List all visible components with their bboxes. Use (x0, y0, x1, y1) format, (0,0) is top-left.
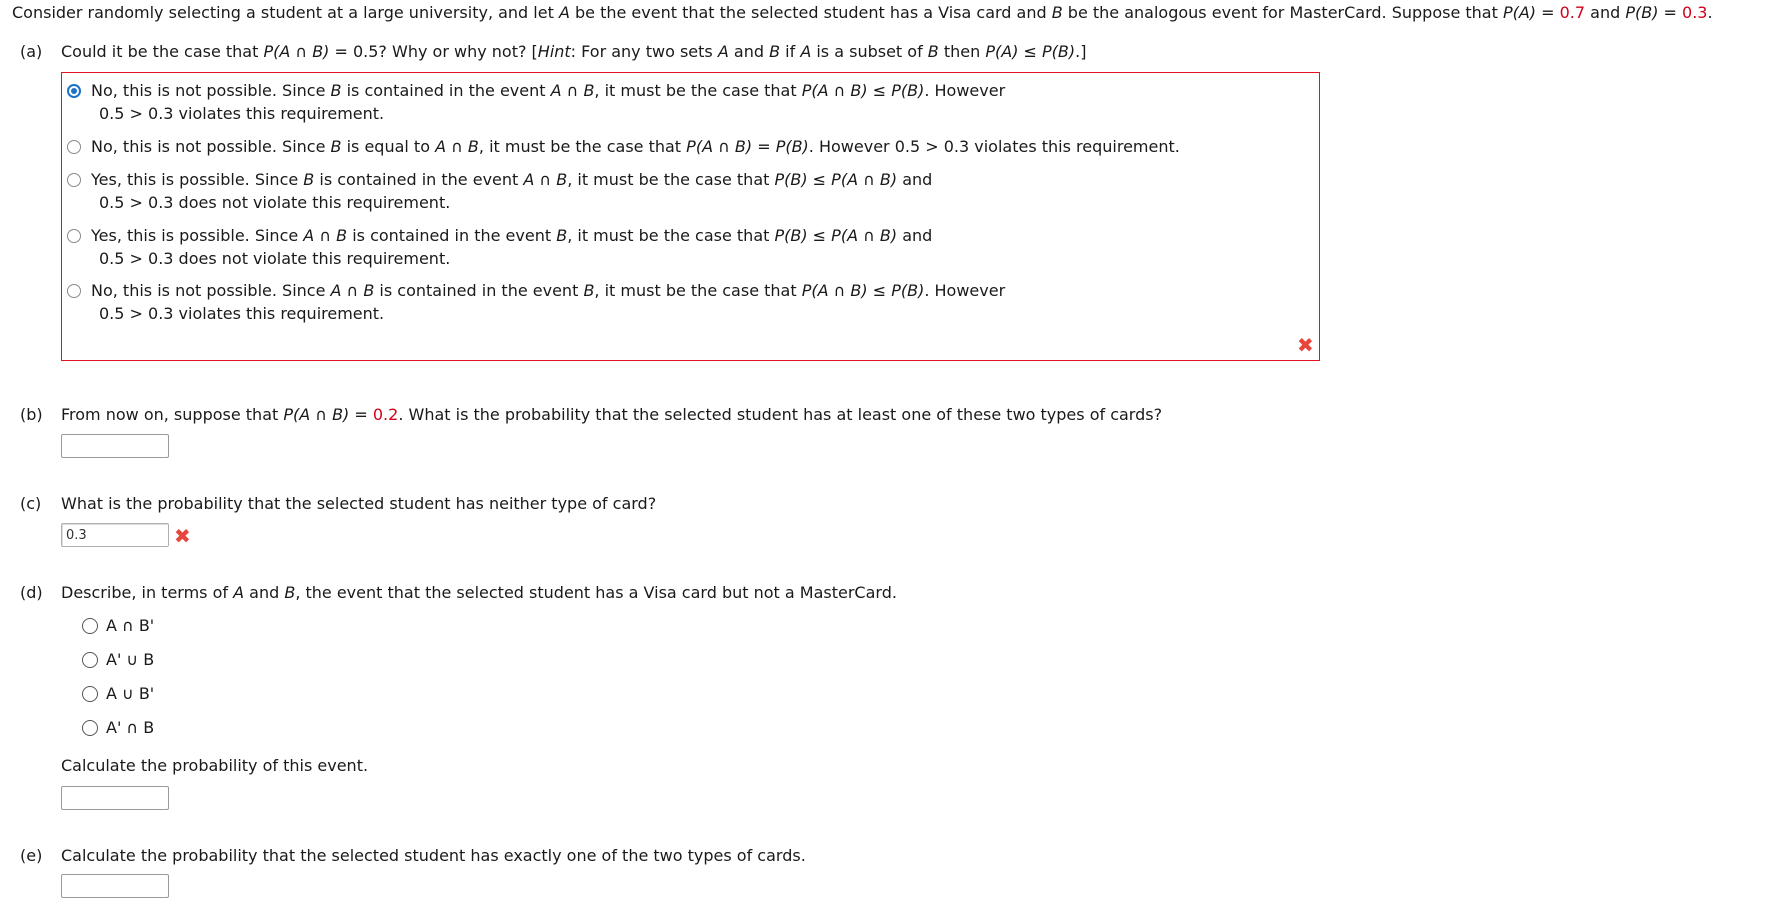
part-a-option-5[interactable]: No, this is not possible. Since A ∩ B is contained in the event B, it must be the case that P(A ∩ B) ≤ P(B). However 0.5 > 0.3 violates this requirement. (91, 281, 1006, 323)
part-e-answer-input[interactable] (61, 874, 169, 898)
part-a-option-2[interactable]: No, this is not possible. Since B is equal to A ∩ B, it must be the case that P(A ∩ B) = P(B). However 0.5 > 0.3 violates this requirement. (91, 137, 1180, 156)
part-a-option-3[interactable]: Yes, this is possible. Since B is contained in the event A ∩ B, it must be the case that P(B) ≤ P(A ∩ B) and 0.5 > 0.3 does not violate this requirement. (91, 170, 933, 212)
part-a-question: Could it be the case that P(A ∩ B) = 0.5? Why or why not? [Hint: For any two sets A and B if A is a subset of B then P(A) ≤ P(B).] (61, 42, 1087, 61)
part-a-label: (a) (20, 42, 43, 61)
part-a-option-4-radio[interactable] (67, 229, 81, 243)
part-b-question: From now on, suppose that P(A ∩ B) = 0.2. What is the probability that the selected student has at least one of these two types of cards? (61, 405, 1163, 424)
given-pa-value: 0.7 (1559, 3, 1586, 22)
part-d-option-3-radio[interactable] (82, 686, 98, 702)
part-d-calc-text: Calculate the probability of this event. (61, 756, 369, 775)
part-d-option-1-label[interactable]: A ∩ B' (106, 616, 155, 635)
part-e-question: Calculate the probability that the selected student has exactly one of the two types of cards. (61, 846, 806, 865)
given-pb-value: 0.3 (1682, 3, 1708, 22)
part-c-label: (c) (20, 494, 42, 513)
part-d-question: Describe, in terms of A and B, the event that the selected student has a Visa card but not a MasterCard. (61, 583, 897, 602)
part-d-label: (d) (20, 583, 43, 602)
part-c-question: What is the probability that the selected student has neither type of card? (61, 494, 657, 513)
part-a-option-1-radio[interactable] (67, 84, 81, 98)
part-d-option-4-label[interactable]: A' ∩ B (106, 718, 155, 737)
part-a-option-3-radio[interactable] (67, 173, 81, 187)
part-e-label: (e) (20, 846, 43, 865)
part-d-answer-input[interactable] (61, 786, 169, 810)
part-d-option-2-radio[interactable] (82, 652, 98, 668)
part-d-option-1-radio[interactable] (82, 618, 98, 634)
part-d-option-3-label[interactable]: A ∪ B' (106, 684, 155, 703)
part-a-option-2-radio[interactable] (67, 140, 81, 154)
part-d-option-4-radio[interactable] (82, 720, 98, 736)
part-a-option-1[interactable]: No, this is not possible. Since B is contained in the event A ∩ B, it must be the case that P(A ∩ B) ≤ P(B). However 0.5 > 0.3 violates this requirement. (91, 81, 1006, 123)
part-b-label: (b) (20, 405, 43, 424)
given-pab-value: 0.2 (372, 405, 399, 424)
problem-intro: Consider randomly selecting a student at a large university, and let A be the event that the selected student has a Visa card and B be the analogous event for MasterCard. Suppose that P(A) = 0.7 and P(B) = 0.3. (12, 3, 1713, 22)
part-a-incorrect-icon: ✖ (1297, 333, 1314, 357)
part-a-option-5-radio[interactable] (67, 284, 81, 298)
part-d-option-2-label[interactable]: A' ∪ B (106, 650, 155, 669)
part-b-answer-input[interactable] (61, 434, 169, 458)
part-c-answer-input[interactable] (61, 523, 169, 547)
part-a-option-4[interactable]: Yes, this is possible. Since A ∩ B is contained in the event B, it must be the case that P(B) ≤ P(A ∩ B) and 0.5 > 0.3 does not violate this requirement. (91, 226, 933, 268)
part-c-incorrect-icon: ✖ (174, 524, 191, 548)
